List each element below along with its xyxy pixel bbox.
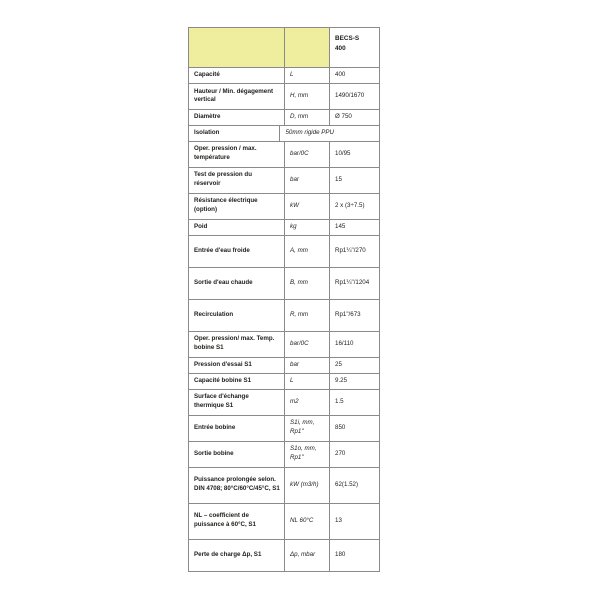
row-value: 1490/1670 [335,91,365,99]
row-unit: L [285,374,330,389]
row-label: Isolation [189,126,280,141]
table-row [189,468,379,504]
row-label: Entrée bobine [189,416,285,441]
row-value: 10/95 [335,149,351,157]
model-name: BECS-S [335,35,360,42]
row-unit: S1i, mm, Rp1" [285,416,330,441]
header-cell-unit [285,28,330,67]
row-label: Poid [189,220,285,235]
row-label: Test de pression du réservoir [189,168,285,193]
table-row [189,442,379,468]
table-row [189,540,379,572]
row-unit: NL 60°C [285,504,330,539]
row-unit: B, mm [285,268,330,299]
model-capacity: 400 [335,44,346,52]
row-label: Puissance prolongée selon. DIN 4708; 80°C/60°C/45°C, S1 [189,468,285,503]
row-value: Rp1"/673 [335,310,361,318]
row-unit: S1o, mm, Rp1" [285,442,330,467]
row-value: 1.5 [335,397,344,405]
row-value: 400 [335,71,346,78]
row-label: NL – coefficient de puissance à 60°C, S1 [189,504,285,539]
row-value: 25 [335,360,342,368]
row-value: 145 [335,222,346,230]
row-unit: bar/0C [285,142,330,167]
row-value: Rp1¼"/1204 [335,278,370,286]
row-value: 180 [335,550,346,558]
row-unit: m2 [285,390,330,415]
table-row [189,268,379,300]
row-label: Capacité bobine S1 [189,374,285,389]
row-unit: R, mm [285,300,330,331]
table-row [189,236,379,268]
row-label: Diamètre [189,110,285,125]
row-value: 850 [335,423,346,431]
row-unit: Δp, mbar [285,540,330,571]
row-label: Capacité [189,68,285,83]
row-value: Ø 750 [335,112,352,120]
table-row [189,390,379,416]
row-value: 13 [335,516,342,524]
row-unit: A, mm [285,236,330,267]
header-cell-model [330,28,379,67]
table-row [189,332,379,358]
row-unit: L [285,68,330,83]
row-label: Résistance électrique (option) [189,194,285,219]
specification-table [188,27,380,572]
table-row [189,84,379,110]
row-value: 2 x (3÷7.5) [335,201,365,209]
row-label: Surface d'échange thermique S1 [189,390,285,415]
table-row [189,220,379,236]
row-value: 16/110 [335,339,354,347]
table-row [189,358,379,374]
row-value: 15 [335,175,342,183]
table-row [189,504,379,540]
row-value: 270 [335,449,346,457]
table-row [189,142,379,168]
row-label: Entrée d'eau froide [189,236,285,267]
row-label: Sortie d'eau chaude [189,268,285,299]
table-row [189,110,379,126]
table-row [189,194,379,220]
row-label: Oper. pression/ max. Temp. bobine S1 [189,332,285,357]
row-unit: kg [285,220,330,235]
table-header-row [189,28,379,68]
row-value [370,126,379,141]
row-unit: bar/0C [285,332,330,357]
row-label: Hauteur / Min. dégagement vertical [189,84,285,109]
table-row [189,416,379,442]
row-label: Perte de charge Δp, S1 [189,540,285,571]
table-row [189,374,379,390]
row-label: Sortie bobine [189,442,285,467]
row-unit: D, mm [285,110,330,125]
row-unit: kW (m3/h) [285,468,330,503]
row-label: Oper. pression / max. température [189,142,285,167]
table-row [189,126,379,142]
row-unit: kW [285,194,330,219]
table-row [189,300,379,332]
row-label: Recirculation [189,300,285,331]
row-unit: H, mm [285,84,330,109]
row-unit: bar [285,168,330,193]
header-cell-label [189,28,285,67]
table-row [189,68,379,84]
table-row [189,168,379,194]
row-label: Pression d'essai S1 [189,358,285,373]
row-value: Rp1¼"/270 [335,246,366,254]
row-unit: 50mm rigide PPU [285,128,334,136]
row-unit: bar [285,358,330,373]
row-value: 9.25 [335,376,348,384]
row-value: 62(1.52) [335,480,359,488]
